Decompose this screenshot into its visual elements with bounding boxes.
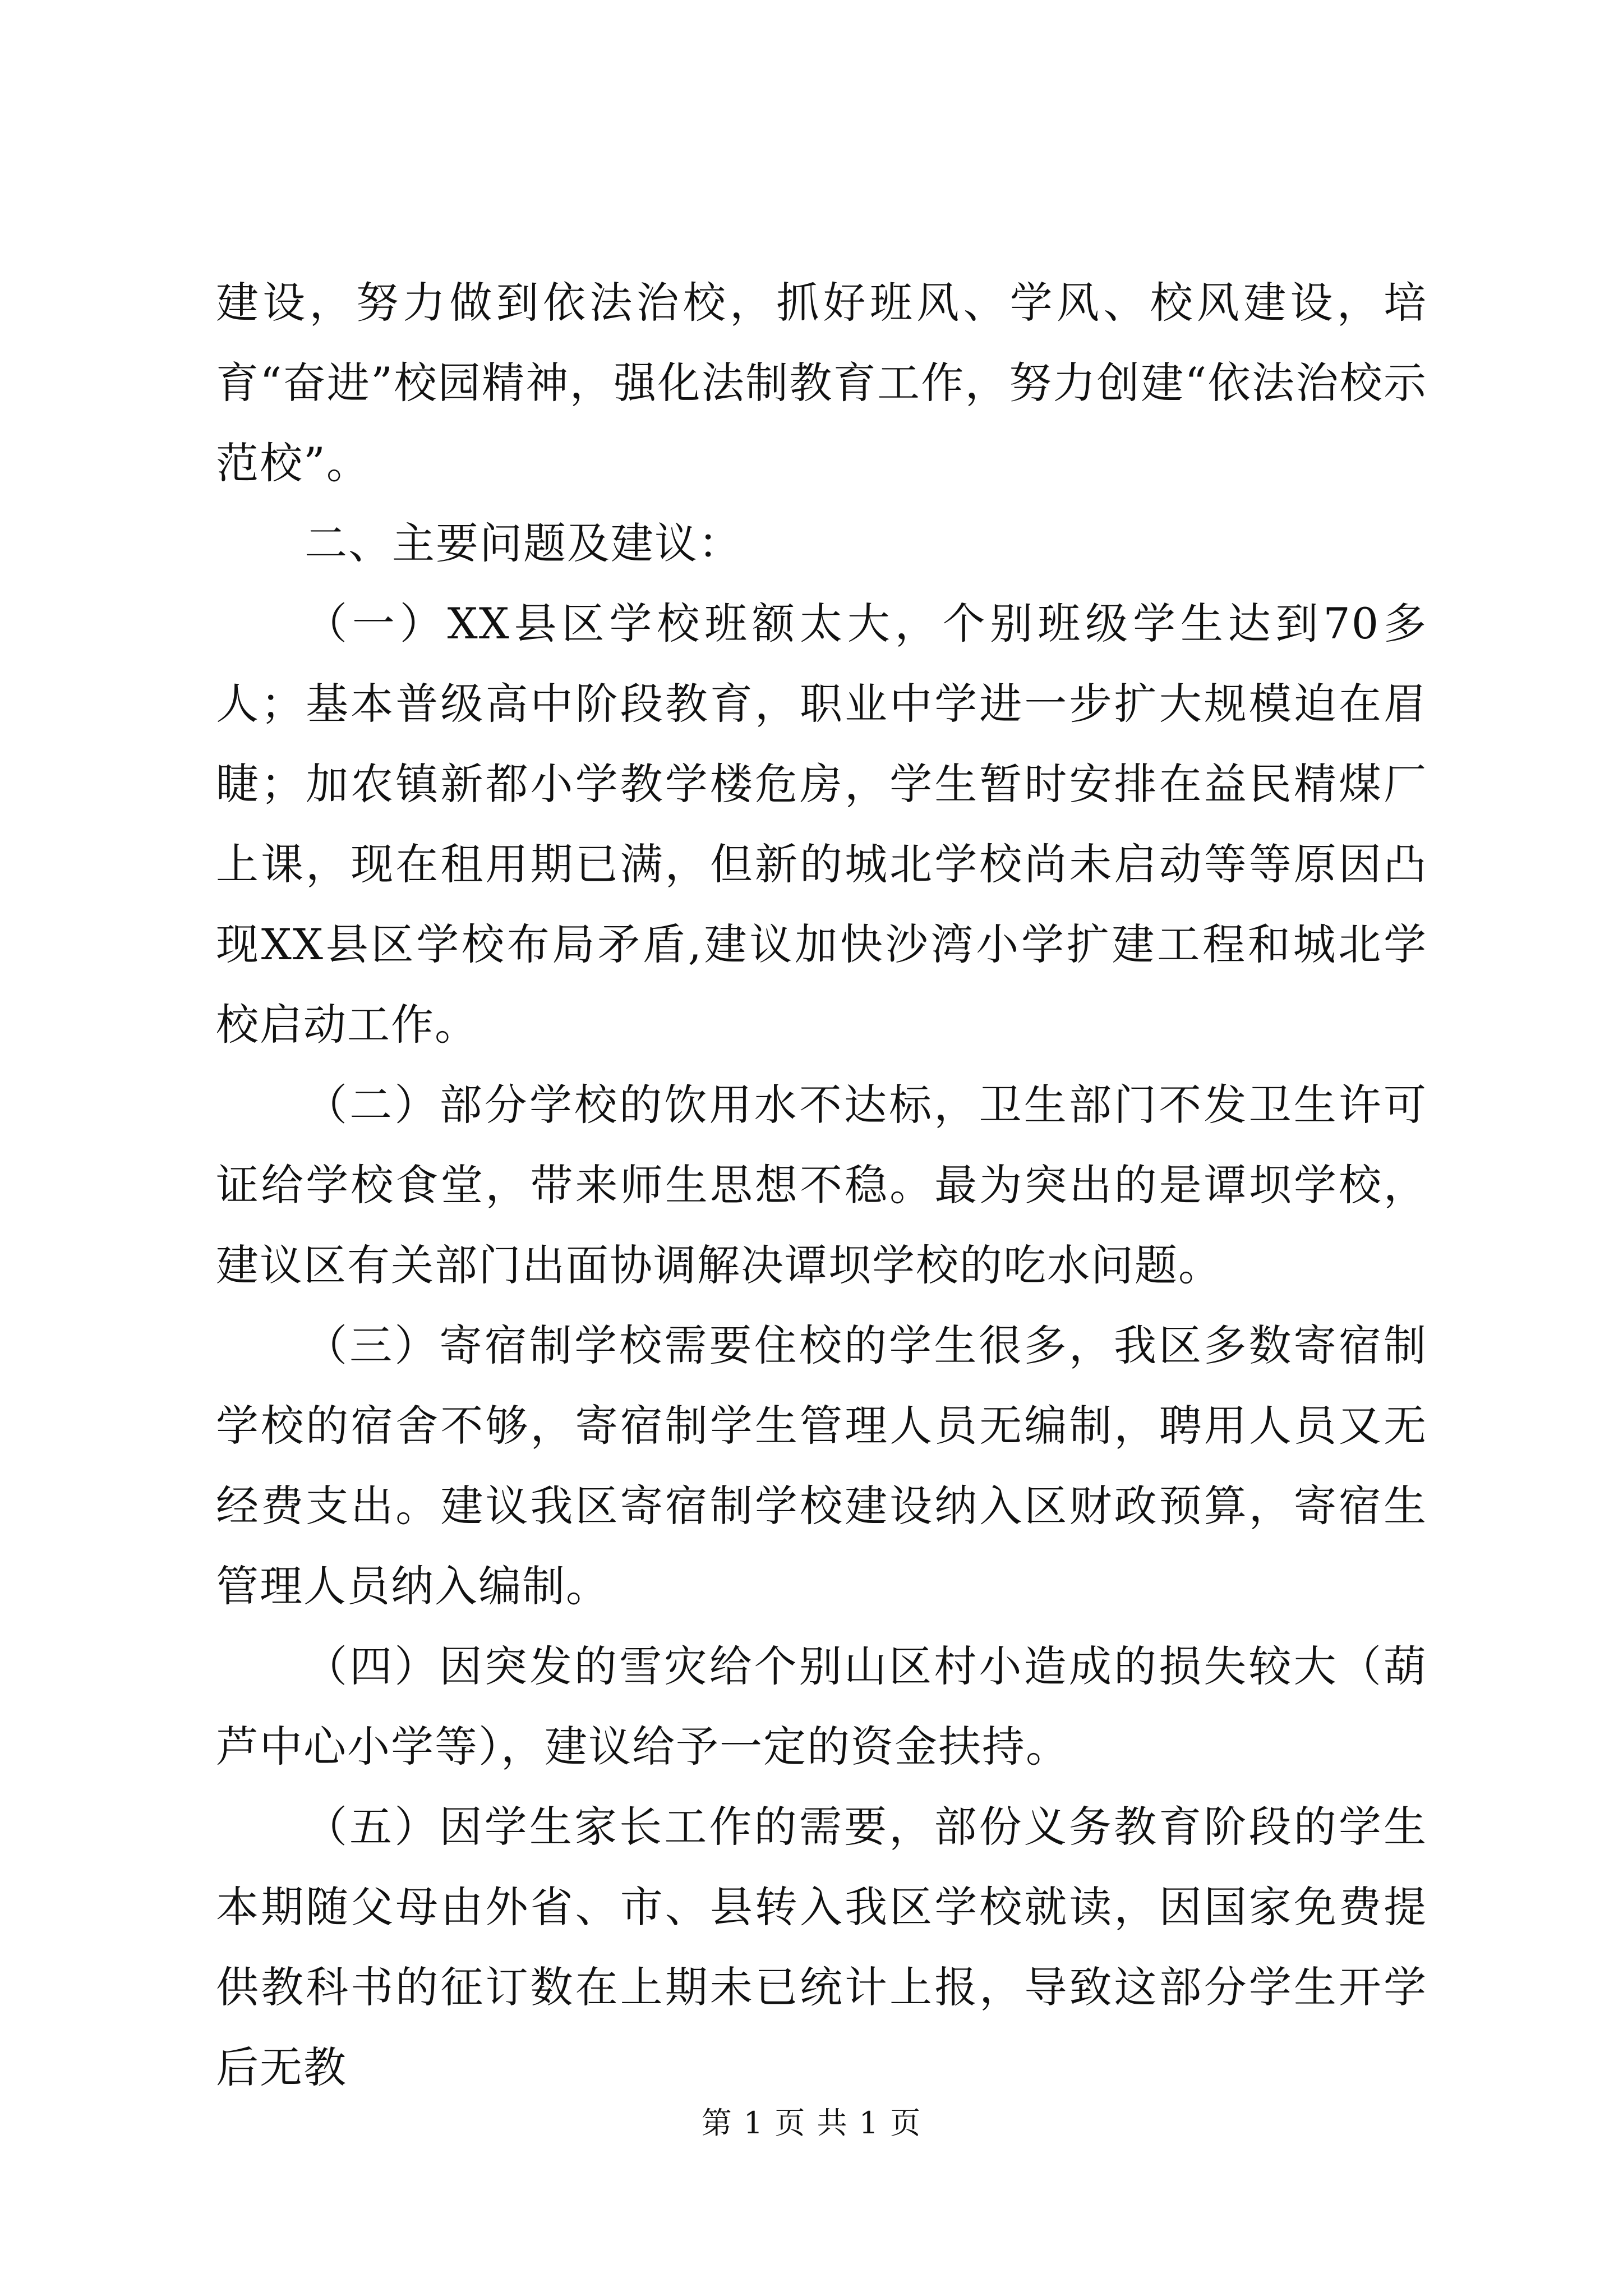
paragraph-issue-2: （二）部分学校的饮用水不达标，卫生部门不发卫生许可证给学校食堂，带来师生思想不稳。最为突出的是谭坝学校，建议区有关部门出面协调解决谭坝学校的吃水问题。 xyxy=(216,1080,1427,1290)
paragraph-issue-1: （一）XX县区学校班额太大，个别班级学生达到70多人；基本普级高中阶段教育，职业中学进一步扩大规模迫在眉睫；加农镇新都小学教学楼危房，学生暂时安排在益民精煤厂上课，现在租用期已满，但新的城北学校尚未启动等等原因凸现XX县区学校布局矛盾,建议加快沙湾小学扩建工程和城北学校启动工作。 xyxy=(216,599,1427,1050)
page-number-footer: 第 1 页 共 1 页 xyxy=(701,2105,922,2141)
paragraph-issue-5: （五）因学生家长工作的需要，部份义务教育阶段的学生本期随父母由外省、市、县转入我区学校就读，因国家免费提供教科书的征订数在上期未已统计上报，导致这部分学生开学后无教 xyxy=(216,1802,1427,2092)
document-body xyxy=(216,263,1427,2108)
paragraph-continuation: 建设，努力做到依法治校，抓好班风、学风、校风建设，培育“奋进”校园精神，强化法制教育工作，努力创建“依法治校示范校”。 xyxy=(216,278,1427,488)
paragraph-issue-3: （三）寄宿制学校需要住校的学生很多，我区多数寄宿制学校的宿舍不够，寄宿制学生管理人员无编制，聘用人员又无经费支出。建议我区寄宿制学校建设纳入区财政预算，寄宿生管理人员纳入编制。 xyxy=(216,1320,1427,1611)
paragraph-issue-4: （四）因突发的雪灾给个别山区村小造成的损失较大（葫芦中心小学等），建议给予一定的资金扶持。 xyxy=(216,1641,1427,1772)
section-heading-main-issues: 二、主要问题及建议： xyxy=(305,518,742,568)
